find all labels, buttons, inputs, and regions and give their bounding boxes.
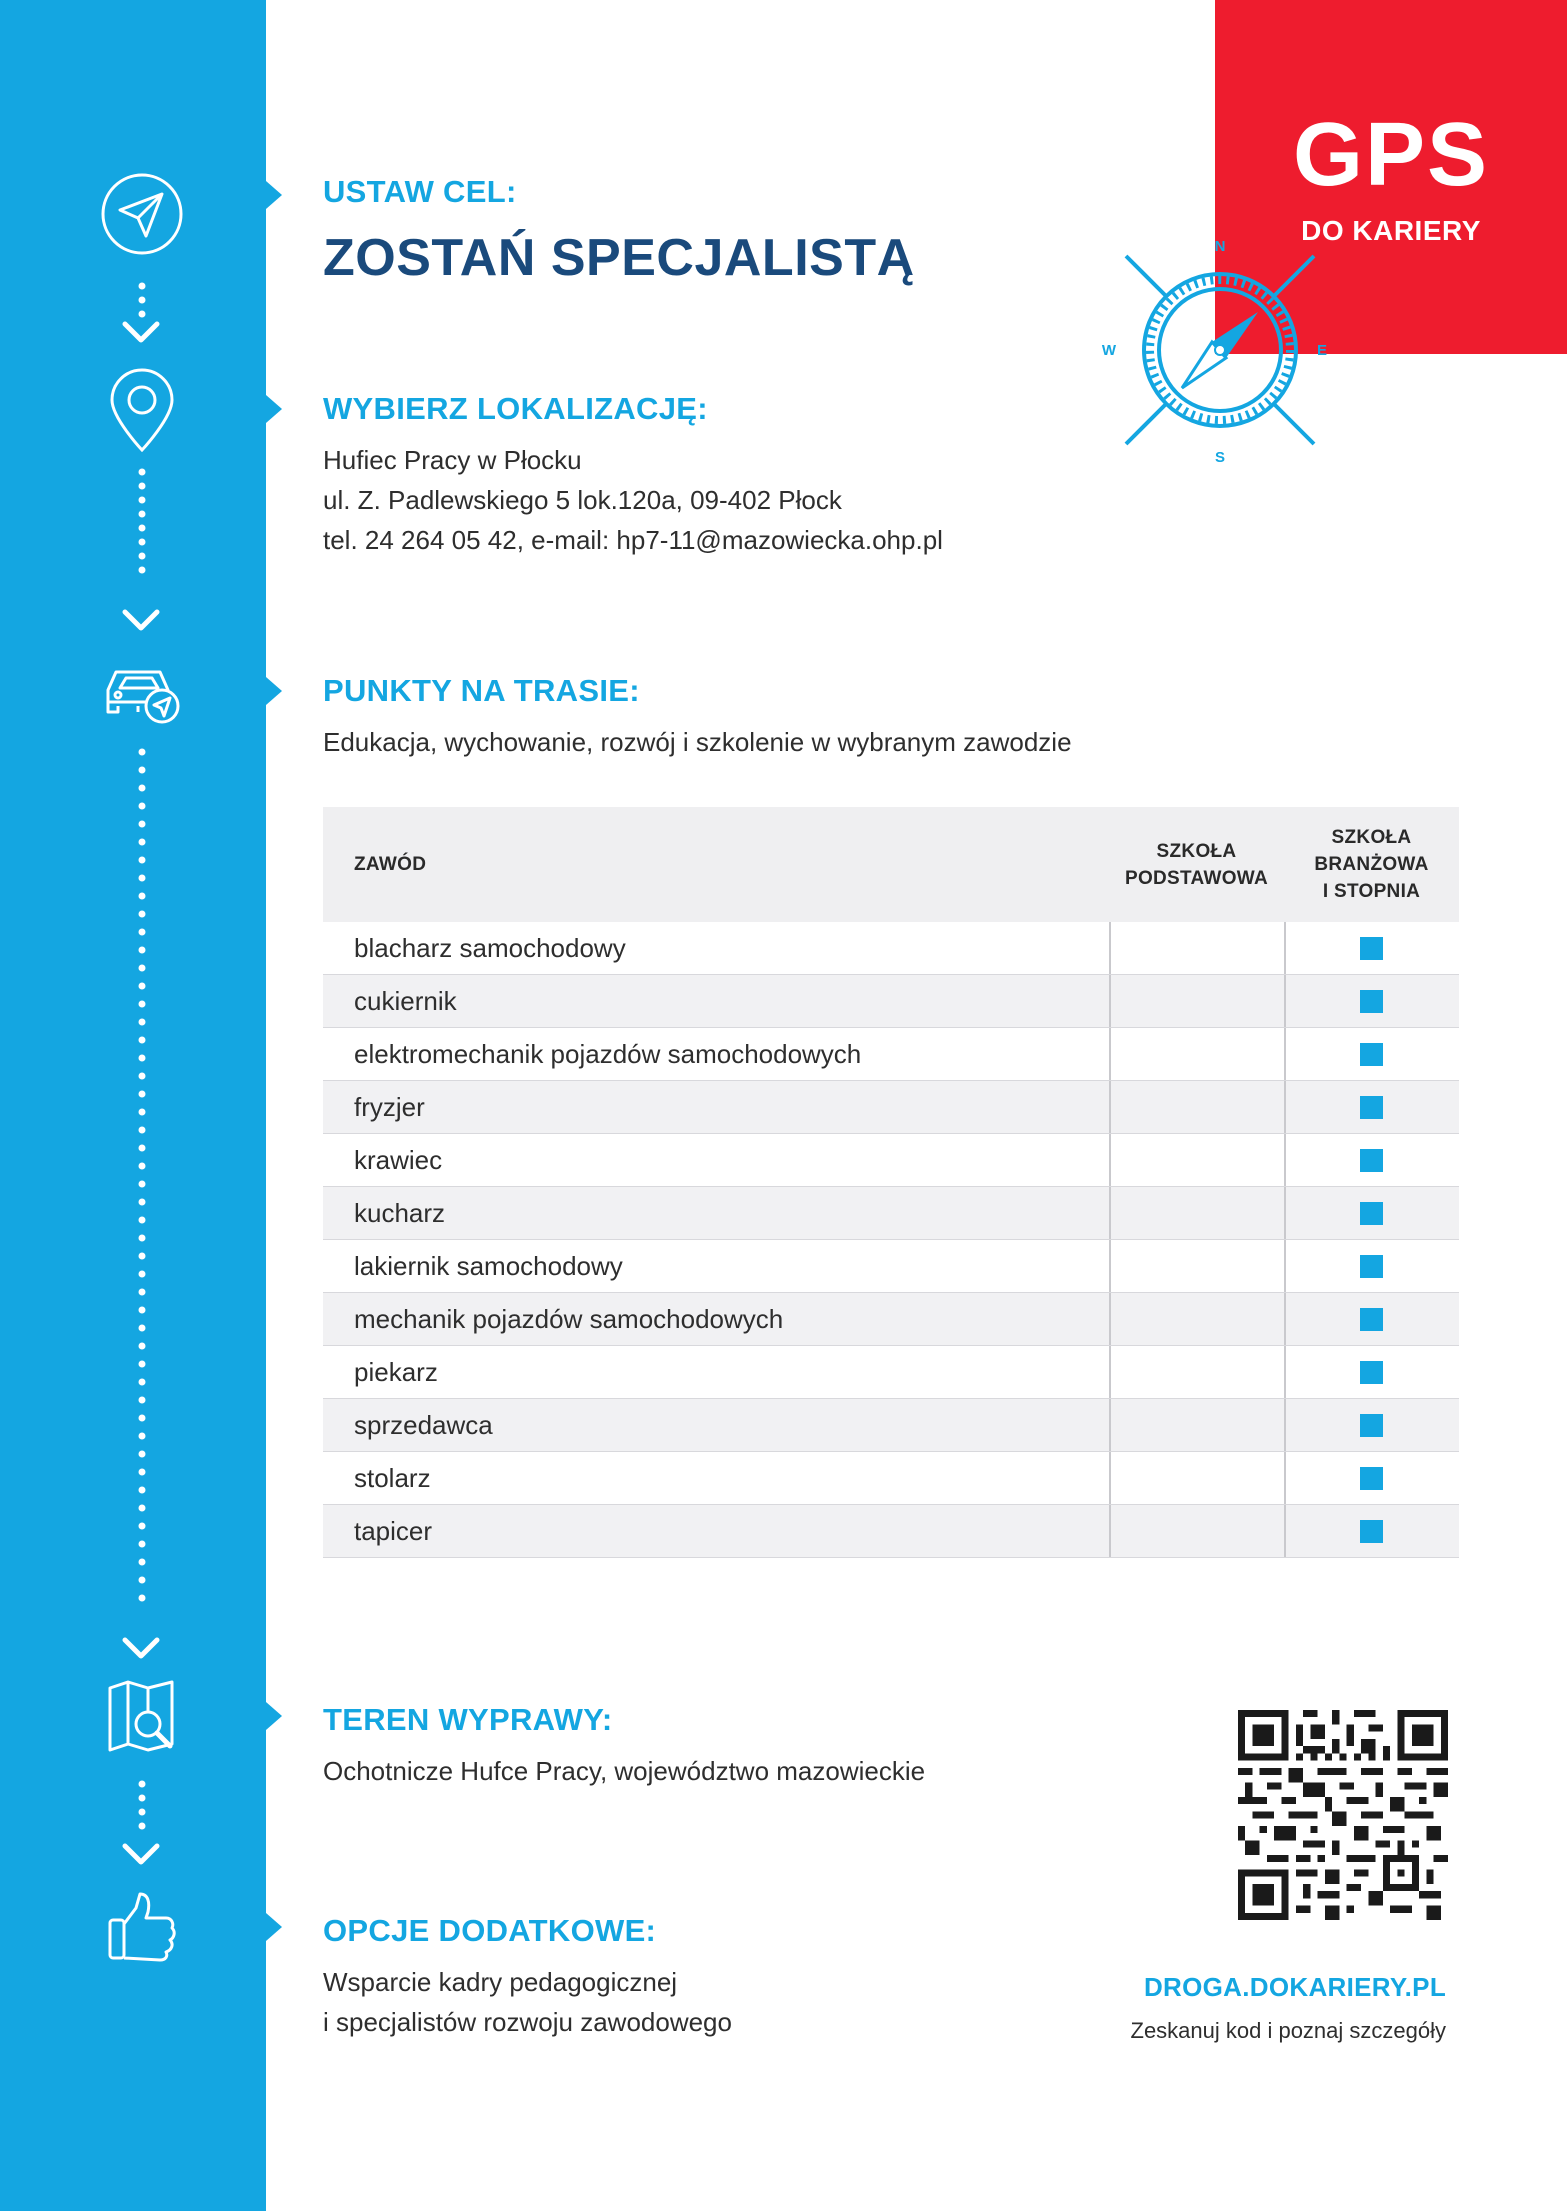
qr-url-link[interactable]: DROGA.DOKARIERY.PL <box>1143 1972 1446 2002</box>
section-pointer <box>266 181 282 209</box>
chevron-down-icon <box>121 1842 161 1875</box>
car-icon <box>100 650 184 734</box>
goal-label: USTAW CEL: <box>323 174 517 209</box>
location-line: ul. Z. Padlewskiego 5 lok.120a, 09-402 Płock <box>323 485 842 515</box>
route-dots <box>136 748 148 1628</box>
table-row <box>323 975 1459 1028</box>
vocational-school-marker <box>1360 1149 1383 1172</box>
column-divider <box>1284 1452 1286 1504</box>
qr-caption: Zeskanuj kod i poznaj szczegóły <box>1130 2018 1446 2043</box>
column-divider <box>1284 922 1286 974</box>
header-primary: SZKOŁA PODSTAWOWA <box>1124 841 1269 889</box>
column-divider <box>1284 1346 1286 1398</box>
column-divider <box>1109 1505 1111 1557</box>
map-search-icon <box>100 1674 184 1758</box>
table-header <box>323 807 1459 922</box>
profession-name: fryzjer <box>354 1092 425 1122</box>
vocational-school-marker <box>1360 1202 1383 1225</box>
vocational-school-marker <box>1360 1520 1383 1543</box>
header-vocational: SZKOŁA BRANŻOWA I STOPNIA <box>1314 827 1429 902</box>
table-row <box>323 1187 1459 1240</box>
table-row <box>323 1081 1459 1134</box>
table-row <box>323 1240 1459 1293</box>
vocational-school-marker <box>1360 1255 1383 1278</box>
table-row <box>323 1399 1459 1452</box>
profession-name: piekarz <box>354 1357 438 1387</box>
column-divider <box>1284 1081 1286 1133</box>
column-divider <box>1109 1187 1111 1239</box>
route-description: Edukacja, wychowanie, rozwój i szkolenie w wybranym zawodzie <box>323 727 1072 757</box>
vocational-school-marker <box>1360 937 1383 960</box>
section-pointer <box>266 1702 282 1730</box>
column-divider <box>1109 1346 1111 1398</box>
location-label: WYBIERZ LOKALIZACJĘ: <box>323 391 708 426</box>
extras-line: Wsparcie kadry pedagogicznej <box>323 1967 678 1997</box>
route-dots <box>136 1780 148 1850</box>
vocational-school-marker <box>1360 1096 1383 1119</box>
profession-name: kucharz <box>354 1198 446 1228</box>
column-divider <box>1284 975 1286 1027</box>
goal-value: ZOSTAŃ SPECJALISTĄ <box>323 229 915 287</box>
route-dots <box>136 468 148 608</box>
column-divider <box>1109 1452 1111 1504</box>
section-pointer <box>266 1913 282 1941</box>
chevron-down-icon <box>121 1636 161 1669</box>
column-divider <box>1109 975 1111 1027</box>
chevron-down-icon <box>121 608 161 641</box>
profession-name: elektromechanik pojazdów samochodowych <box>354 1039 862 1069</box>
column-divider <box>1109 1081 1111 1133</box>
compass-icon <box>1100 230 1340 470</box>
column-divider <box>1284 1134 1286 1186</box>
table-body <box>323 922 1459 1558</box>
column-divider <box>1109 1240 1111 1292</box>
table-row <box>323 1028 1459 1081</box>
profession-table <box>323 807 1459 1558</box>
column-divider <box>1109 922 1111 974</box>
table-row <box>323 1452 1459 1505</box>
column-divider <box>1284 1505 1286 1557</box>
vocational-school-marker <box>1360 1467 1383 1490</box>
location-line: Hufiec Pracy w Płocku <box>323 445 582 475</box>
location-pin-icon <box>100 368 184 452</box>
table-row <box>323 1346 1459 1399</box>
compass-n: N <box>1214 238 1226 255</box>
profession-name: mechanik pojazdów samochodowych <box>354 1304 784 1334</box>
table-row <box>323 1505 1459 1558</box>
column-divider <box>1109 1134 1111 1186</box>
table-row <box>323 1134 1459 1187</box>
profession-name: stolarz <box>354 1463 431 1493</box>
compass-w: W <box>1101 342 1117 359</box>
compass-s: S <box>1214 449 1226 466</box>
terrain-description: Ochotnicze Hufce Pracy, województwo mazowieckie <box>323 1756 926 1786</box>
profession-name: sprzedawca <box>354 1410 493 1440</box>
column-divider <box>1284 1293 1286 1345</box>
column-divider <box>1284 1240 1286 1292</box>
location-line: tel. 24 264 05 42, e-mail: hp7-11@mazowiecka.ohp.pl <box>323 525 943 555</box>
send-icon <box>100 172 184 256</box>
thumbs-up-icon <box>100 1886 184 1970</box>
profession-name: cukiernik <box>354 986 457 1016</box>
table-row <box>323 1293 1459 1346</box>
profession-name: tapicer <box>354 1516 433 1546</box>
vocational-school-marker <box>1360 990 1383 1013</box>
column-divider <box>1109 1028 1111 1080</box>
column-divider <box>1109 1293 1111 1345</box>
compass-e: E <box>1316 342 1328 359</box>
vocational-school-marker <box>1360 1308 1383 1331</box>
column-divider <box>1109 1399 1111 1451</box>
extras-line: i specjalistów rozwoju zawodowego <box>323 2007 732 2037</box>
route-label: PUNKTY NA TRASIE: <box>323 673 640 708</box>
terrain-label: TEREN WYPRAWY: <box>323 1702 613 1737</box>
sidebar <box>0 0 266 2211</box>
extras-label: OPCJE DODATKOWE: <box>323 1913 657 1948</box>
column-divider <box>1284 1187 1286 1239</box>
column-divider <box>1284 1399 1286 1451</box>
profession-name: lakiernik samochodowy <box>354 1251 623 1281</box>
vocational-school-marker <box>1360 1414 1383 1437</box>
header-profession: ZAWÓD <box>354 854 427 875</box>
chevron-down-icon <box>121 320 161 353</box>
section-pointer <box>266 677 282 705</box>
vocational-school-marker <box>1360 1043 1383 1066</box>
table-row <box>323 922 1459 975</box>
profession-name: blacharz samochodowy <box>354 933 626 963</box>
profession-name: krawiec <box>354 1145 443 1175</box>
qr-code[interactable] <box>1238 1710 1448 1920</box>
column-divider <box>1284 1028 1286 1080</box>
badge-subtitle: DO KARIERY <box>1301 215 1481 246</box>
section-pointer <box>266 395 282 423</box>
vocational-school-marker <box>1360 1361 1383 1384</box>
badge-title: GPS <box>1292 105 1490 205</box>
